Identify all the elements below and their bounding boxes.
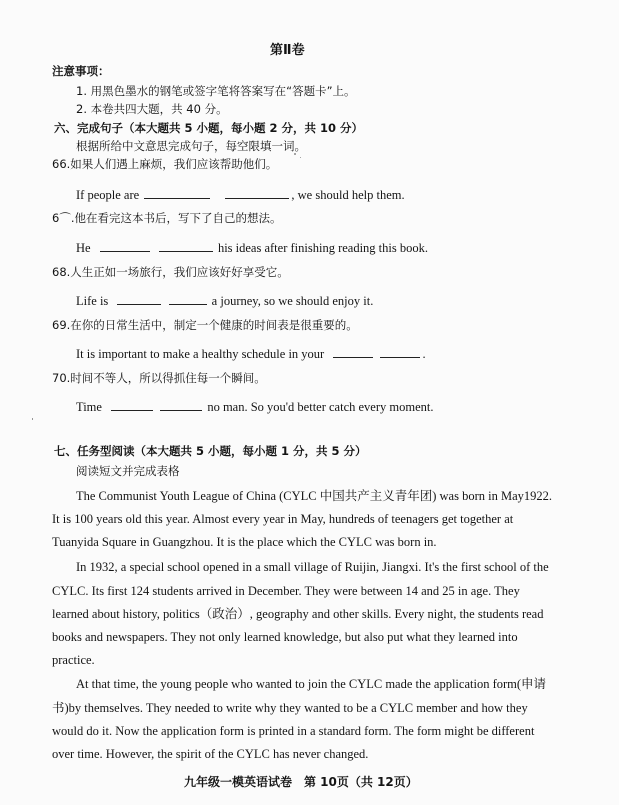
answer-blank[interactable]	[117, 294, 161, 305]
question-68-chinese: 68.人生正如一场旅行，我们应该好好享受它。	[52, 265, 289, 279]
passage-line: In 1932, a special school opened in a small village of Ruijin, Jiangxi. It's the first school of the	[76, 560, 549, 574]
passage-line: 书)by themselves. They needed to write why they wanted to be a CYLC member and how they	[52, 701, 528, 715]
scan-speck	[32, 418, 33, 420]
question-67-sentence	[76, 241, 428, 255]
passage-line: would do it. Now the application form is printed in a standard form. The form might be different	[52, 724, 535, 738]
question-70-sentence	[76, 400, 433, 414]
section6-heading: 六、完成句子（本大题共 5 小题，每小题 2 分，共 10 分）	[54, 121, 364, 135]
answer-blank[interactable]	[169, 294, 207, 305]
answer-blank[interactable]	[225, 188, 289, 199]
scan-speck	[294, 153, 296, 155]
sentence-text: He	[76, 241, 91, 255]
notice-item: 1. 用黑色墨水的钢笔或签字笔将答案写在“答题卡”上。	[76, 84, 356, 98]
passage-line: over time. However, the spirit of the CYLC has never changed.	[52, 747, 369, 761]
question-66-sentence	[76, 188, 405, 202]
sentence-text: , we should help them.	[291, 188, 405, 202]
answer-blank[interactable]	[160, 400, 202, 411]
question-67-chinese: 6⌒.他在看完这本书后，写下了自己的想法。	[52, 211, 282, 225]
passage-line: It is 100 years old this year. Almost every year in May, hundreds of teenagers get together at	[52, 512, 514, 526]
answer-blank[interactable]	[144, 188, 210, 199]
answer-blank[interactable]	[380, 347, 420, 358]
question-68-sentence	[76, 294, 373, 308]
sentence-text: his ideas after finishing reading this book.	[217, 241, 428, 255]
passage-line: practice.	[52, 653, 95, 667]
page-title: 第Ⅱ卷	[270, 43, 305, 58]
sentence-text: If people are	[76, 188, 140, 202]
passage-line: Tuanyida Square in Guangzhou. It is the place which the CYLC was born in.	[52, 535, 437, 549]
passage-line: CYLC. Its first 124 students arrived in December. They were between 14 and 25 in age. They	[52, 584, 520, 598]
sentence-text: Time	[76, 400, 102, 414]
question-66-chinese: 66.如果人们遇上麻烦，我们应该帮助他们。	[52, 157, 278, 171]
question-69-sentence	[76, 347, 426, 361]
page-footer: 九年级一模英语试卷 第 10页（共 12页）	[184, 775, 418, 789]
question-70-chinese: 70.时间不等人，所以得抓住每一个瞬间。	[52, 371, 266, 385]
passage-line: books and newspapers. They not only learned knowledge, but also put what they learned into	[52, 630, 518, 644]
question-69-chinese: 69.在你的日常生活中，制定一个健康的时间表是很重要的。	[52, 318, 358, 332]
sentence-text: .	[422, 347, 426, 361]
sentence-text: no man. So you'd better catch every moment.	[207, 400, 434, 414]
passage-line: At that time, the young people who wanted to join the CYLC made the application form(申请	[76, 677, 547, 691]
answer-blank[interactable]	[100, 241, 150, 252]
section7-heading: 七、任务型阅读（本大题共 5 小题，每小题 1 分，共 5 分）	[54, 444, 367, 458]
passage-line: The Communist Youth League of China (CYLC 中国共产主义青年团) was born in May1922.	[76, 489, 553, 503]
answer-blank[interactable]	[159, 241, 213, 252]
notice-item: 2. 本卷共四大题，共 40 分。	[76, 102, 228, 116]
section6-instruction: 根据所给中文意思完成句子，每空限填一词。	[76, 139, 306, 153]
sentence-text: a journey, so we should enjoy it.	[211, 294, 374, 308]
section7-instruction: 阅读短文并完成表格	[76, 464, 180, 478]
notice-heading: 注意事项：	[52, 64, 110, 78]
scan-speck	[300, 157, 301, 158]
sentence-text: Life is	[76, 294, 109, 308]
passage-line: learned about history, politics（政治）, geography and other skills. Every night, the students read	[52, 607, 544, 621]
answer-blank[interactable]	[111, 400, 153, 411]
answer-blank[interactable]	[333, 347, 373, 358]
sentence-text: It is important to make a healthy schedule in your	[76, 347, 325, 361]
